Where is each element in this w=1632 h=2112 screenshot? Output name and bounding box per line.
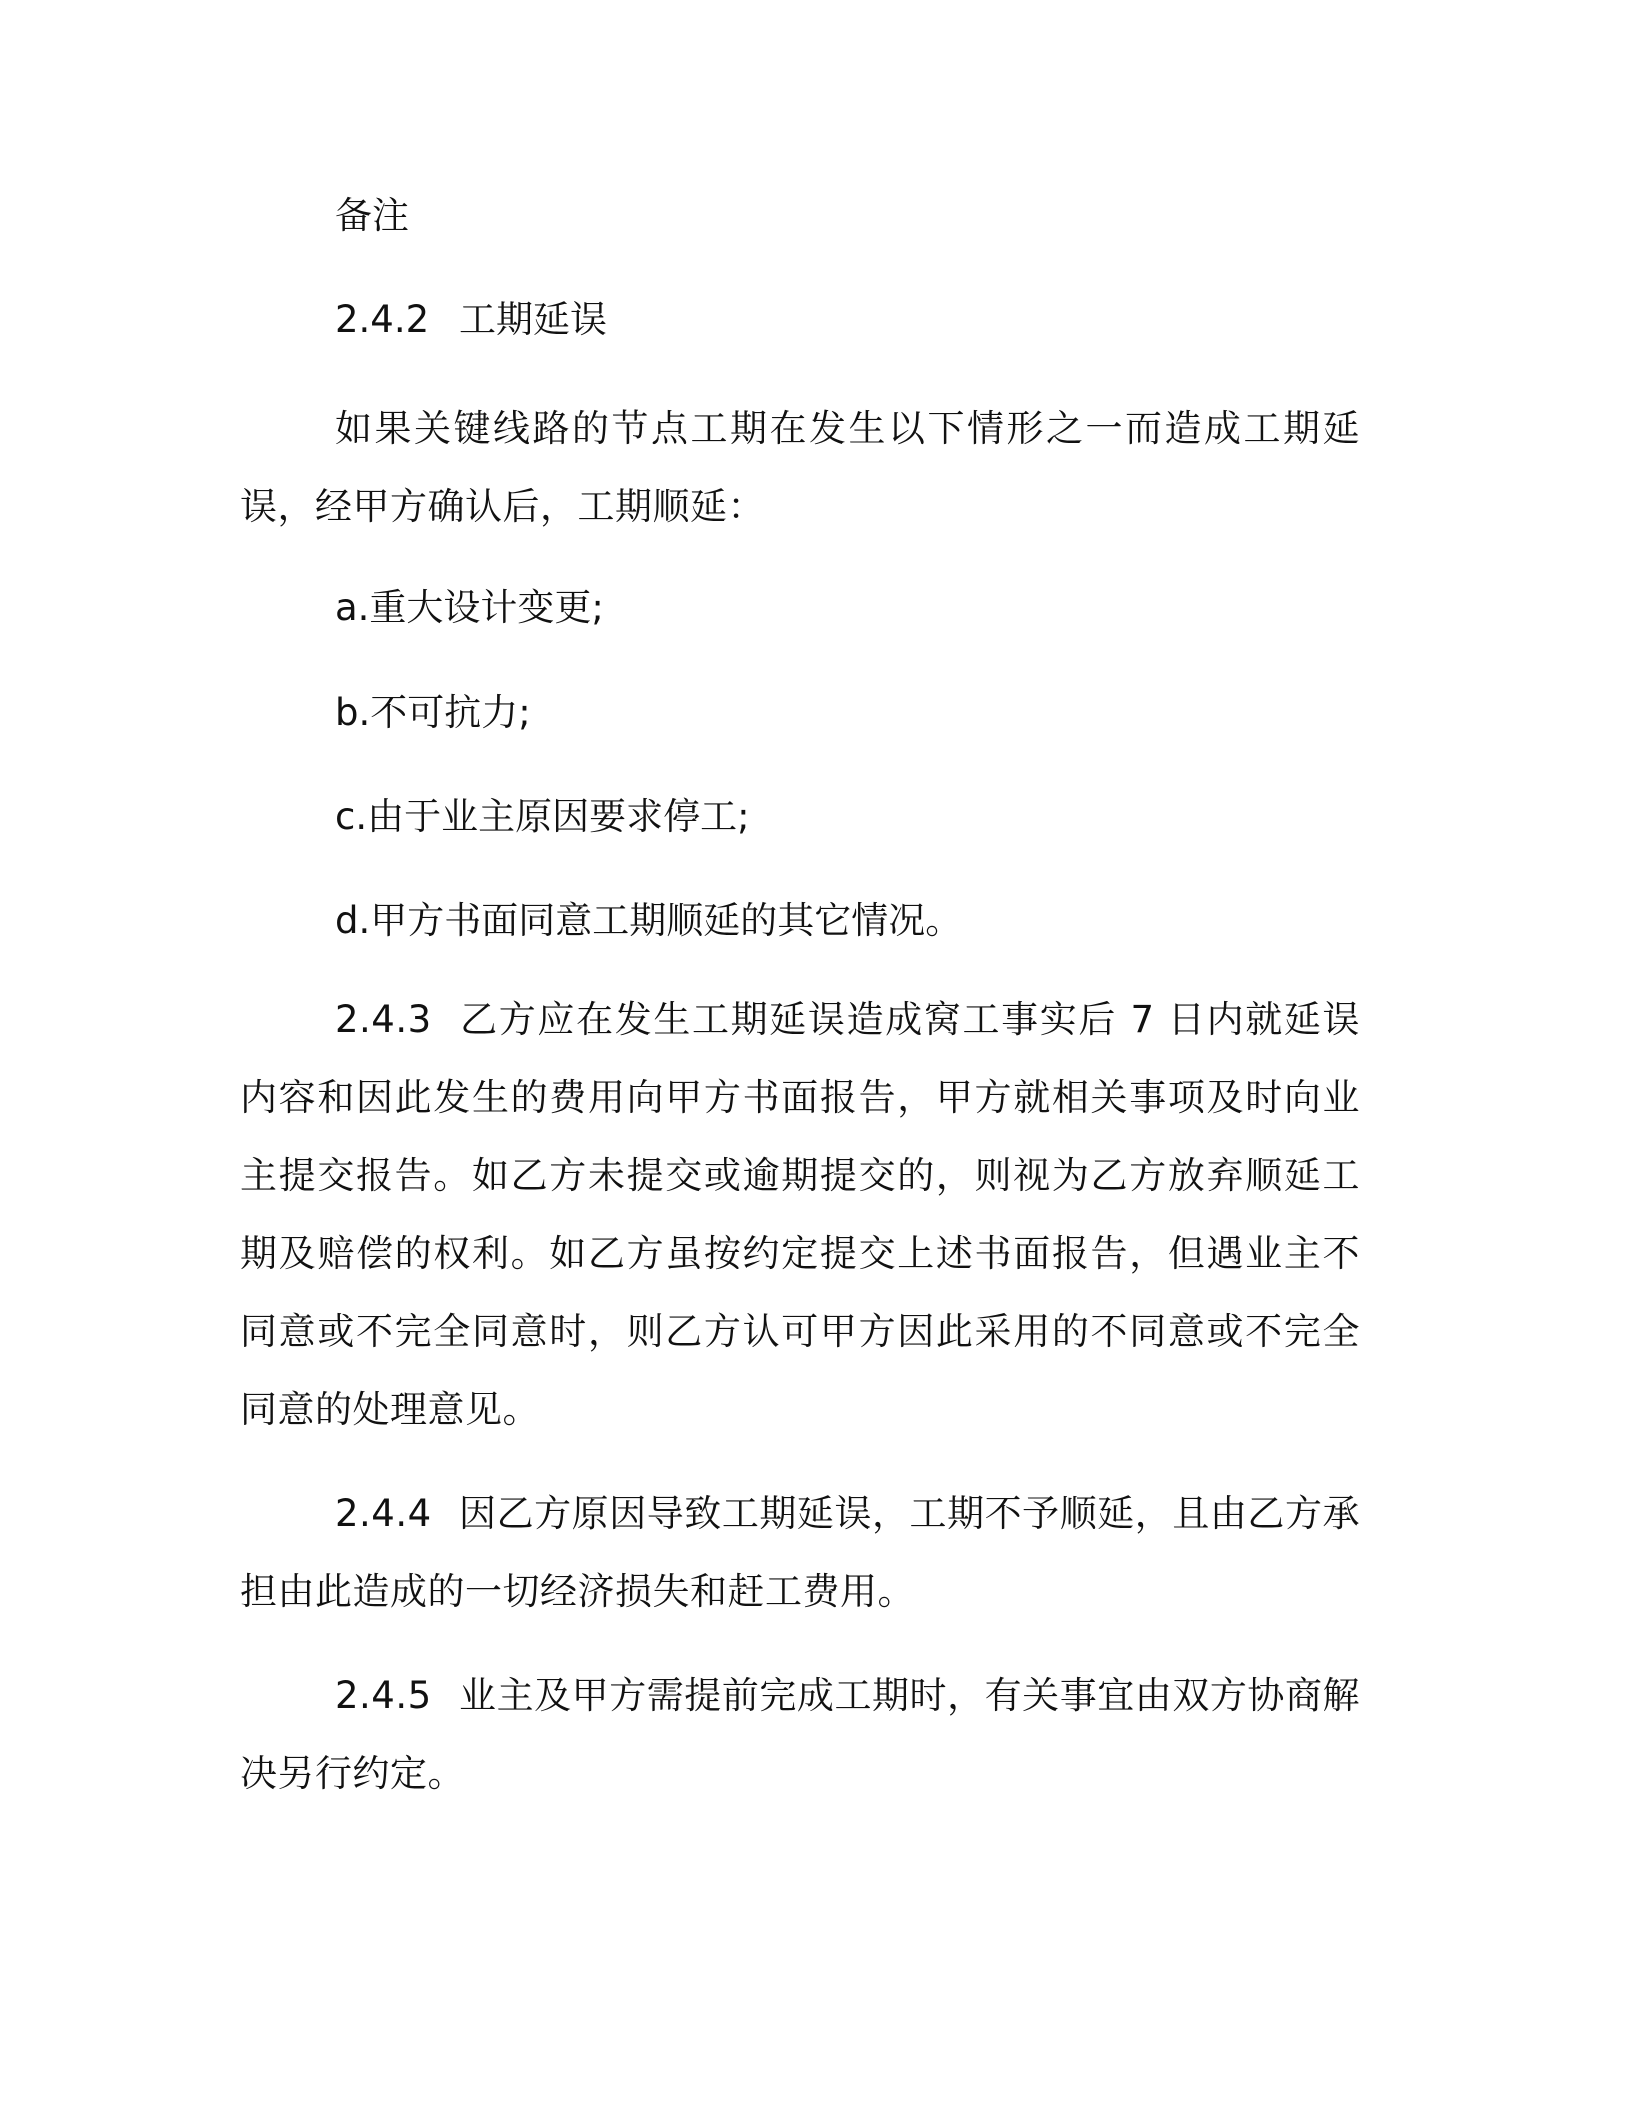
clause-number: 2.4.4 [335,1492,432,1535]
clause-text: 业主及甲方需提前完成工期时，有关事宜由双方协商解决另行约定。 [240,1674,1360,1795]
intro-paragraph: 如果关键线路的节点工期在发生以下情形之一而造成工期延误，经甲方确认后，工期顺延： [240,407,1360,528]
section-title: 工期延误 [459,298,607,341]
clause-2-4-4 [240,1475,1360,1631]
clause-text: 乙方应在发生工期延误造成窝工事实后 7 日内就延误内容和因此发生的费用向甲方书面报告，甲方就相关事项及时向业主提交报告。如乙方未提交或逾期提交的，则视为乙方放弃顺延工期及赔偿的权利。如乙方虽按约定提交上述书面报告，但遇业主不同意或不完全同意时，则乙方认可甲方因此采用的不同意或不完全同意的处理意见。 [240,998,1360,1431]
clause-text: 因乙方原因导致工期延误，工期不予顺延，且由乙方承担由此造成的一切经济损失和赶工费用。 [240,1492,1360,1613]
list-item-a: a.重大设计变更; [335,586,604,629]
clause-number: 2.4.3 [335,998,432,1041]
list-item-c: c.由于业主原因要求停工; [335,795,750,838]
clause-2-4-3 [240,981,1360,1449]
list-item-d: d.甲方书面同意工期顺延的其它情况。 [335,899,963,942]
clause-2-4-5 [240,1657,1360,1813]
clause-number: 2.4.5 [335,1674,432,1717]
remark-heading: 备注 [335,194,409,237]
list-item-b: b.不可抗力; [335,691,531,734]
section-heading-2-4-2 [335,290,607,350]
section-number: 2.4.2 [335,298,430,341]
